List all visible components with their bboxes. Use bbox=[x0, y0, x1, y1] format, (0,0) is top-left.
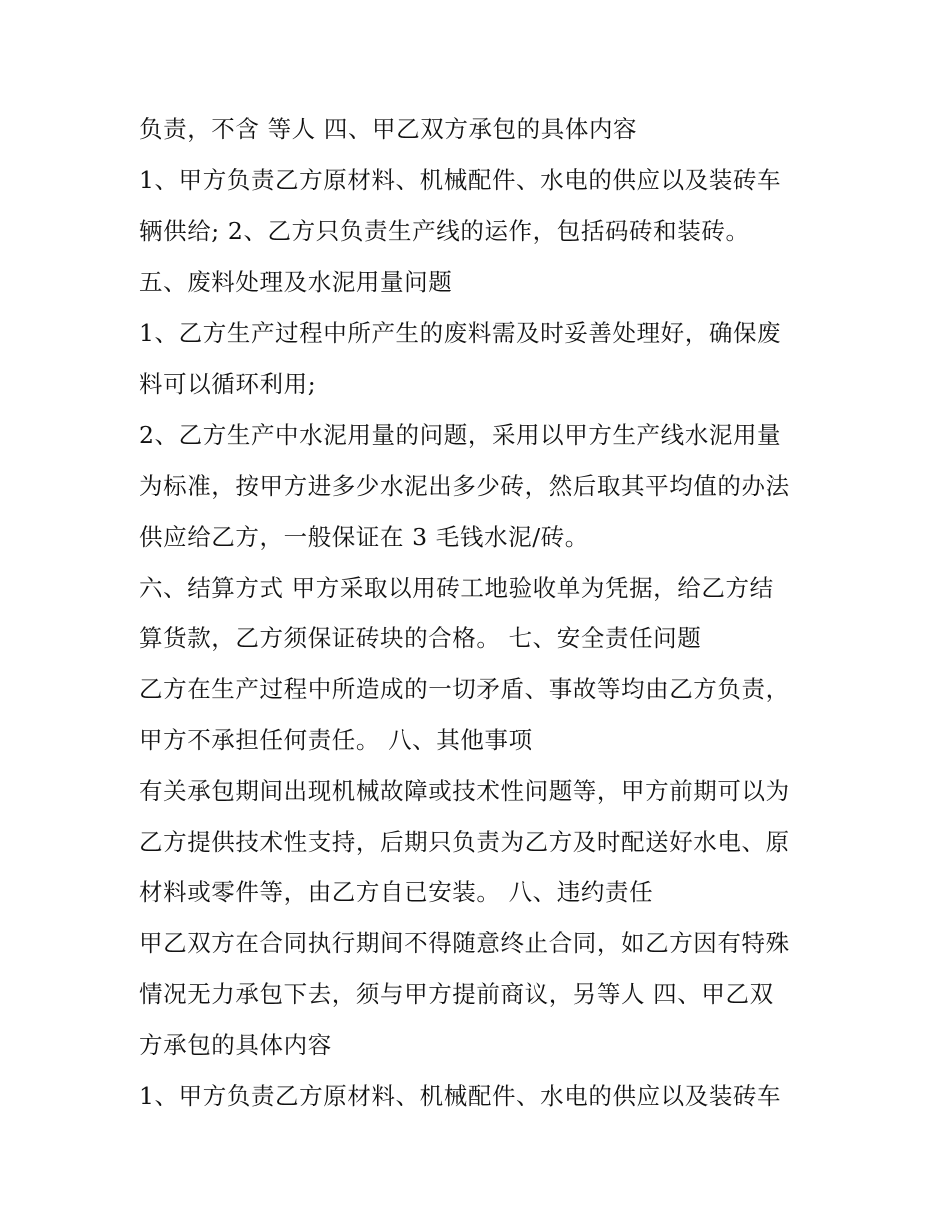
text-line: 甲乙双方在合同执行期间不得随意终止合同，如乙方因有特殊 bbox=[139, 929, 790, 957]
text-line: 乙方提供技术性支持，后期只负责为乙方及时配送好水电、原 bbox=[139, 828, 790, 856]
text-line: 有关承包期间出现机械故障或技术性问题等，甲方前期可以为 bbox=[139, 777, 790, 805]
text-line: 辆供给; 2、乙方只负责生产线的运作，包括码砖和装砖。 bbox=[139, 217, 750, 245]
text-line: 2、乙方生产中水泥用量的问题，采用以甲方生产线水泥用量 bbox=[139, 421, 782, 449]
text-line: 六、结算方式 甲方采取以用砖工地验收单为凭据，给乙方结 bbox=[139, 574, 774, 602]
text-line: 情况无力承包下去，须与甲方提前商议，另等人 四、甲乙双 bbox=[139, 980, 774, 1008]
text-line: 供应给乙方，一般保证在 3 毛钱水泥/砖。 bbox=[139, 523, 589, 551]
text-line: 方承包的具体内容 bbox=[139, 1031, 332, 1059]
text-line: 材料或零件等，由乙方自已安装。 八、违约责任 bbox=[139, 878, 654, 906]
text-line: 1、甲方负责乙方原材料、机械配件、水电的供应以及装砖车 bbox=[139, 166, 782, 194]
section-heading: 五、废料处理及水泥用量问题 bbox=[139, 268, 453, 296]
text-line: 1、乙方生产过程中所产生的废料需及时妥善处理好，确保废 bbox=[139, 319, 782, 347]
text-line: 1、甲方负责乙方原材料、机械配件、水电的供应以及装砖车 bbox=[139, 1082, 782, 1110]
text-line: 为标准，按甲方进多少水泥出多少砖，然后取其平均值的办法 bbox=[139, 472, 790, 500]
text-line: 乙方在生产过程中所造成的一切矛盾、事故等均由乙方负责， bbox=[139, 675, 790, 703]
text-line: 甲方不承担任何责任。 八、其他事项 bbox=[139, 726, 533, 754]
text-line: 算货款，乙方须保证砖块的合格。 七、安全责任问题 bbox=[139, 624, 702, 652]
text-line: 负责，不含 等人 四、甲乙双方承包的具体内容 bbox=[139, 115, 638, 143]
text-line: 料可以循环利用; bbox=[139, 370, 317, 398]
